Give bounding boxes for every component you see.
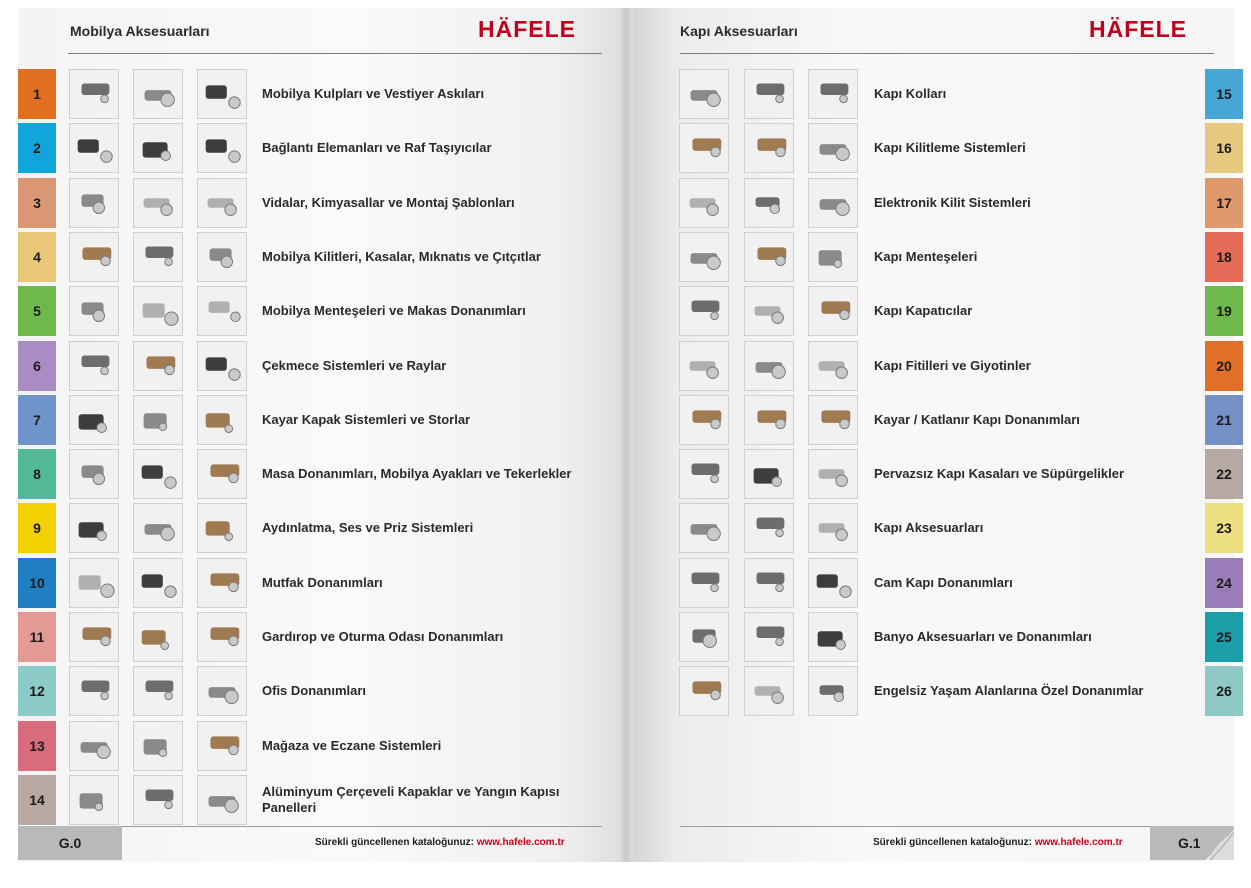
screw-icon[interactable] xyxy=(69,178,119,228)
hinge-icon[interactable] xyxy=(69,286,119,336)
curved-handle-icon[interactable] xyxy=(197,69,247,119)
speaker-icon[interactable] xyxy=(197,503,247,553)
category-label[interactable]: Kapı Kolları xyxy=(874,86,947,101)
category-label[interactable]: Çekmece Sistemleri ve Raylar xyxy=(262,358,447,373)
right-footer-url[interactable]: www.hafele.com.tr xyxy=(1034,837,1123,848)
section-number-badge[interactable]: 26 xyxy=(1205,666,1243,716)
skirting-icon[interactable] xyxy=(744,449,794,499)
corner-basket-icon[interactable] xyxy=(133,558,183,608)
gold-lever-icon[interactable] xyxy=(679,69,729,119)
section-number-badge[interactable]: 15 xyxy=(1205,69,1243,119)
section-number-badge[interactable]: 21 xyxy=(1205,395,1243,445)
category-label[interactable]: Mutfak Donanımları xyxy=(262,575,383,590)
category-label[interactable]: Masa Donanımları, Mobilya Ayakları ve Tekerlekler xyxy=(262,466,572,481)
cabinet-lock-icon[interactable] xyxy=(69,232,119,282)
section-number-badge[interactable]: 4 xyxy=(18,232,56,282)
category-label[interactable]: Kapı Menteşeleri xyxy=(874,249,978,264)
right-footer-text: Sürekli güncellenen kataloğunuz: xyxy=(873,837,1032,848)
section-number-badge[interactable]: 14 xyxy=(18,775,56,825)
digital-cylinder-icon[interactable] xyxy=(744,178,794,228)
left-brand-logo: HÄFELE xyxy=(478,16,576,42)
door-jamb-icon[interactable] xyxy=(808,449,858,499)
category-label[interactable]: Kapı Aksesuarları xyxy=(874,520,984,535)
deer-light-icon[interactable] xyxy=(133,503,183,553)
category-label[interactable]: Kapı Kapatıcılar xyxy=(874,303,973,318)
category-label[interactable]: Bağlantı Elemanları ve Raf Taşıyıcılar xyxy=(262,140,492,155)
card-lock-icon[interactable] xyxy=(679,178,729,228)
flush-frame-icon[interactable] xyxy=(679,449,729,499)
left-page-number: G.0 xyxy=(18,826,122,860)
section-number-badge[interactable]: 13 xyxy=(18,721,56,771)
door-guard-icon[interactable] xyxy=(808,123,858,173)
category-label[interactable]: Elektronik Kilit Sistemleri xyxy=(874,195,1031,210)
flap-icon[interactable] xyxy=(197,286,247,336)
section-number-badge[interactable]: 18 xyxy=(1205,232,1243,282)
right-page-number: G.1 xyxy=(1150,826,1234,860)
bar-handle-icon[interactable] xyxy=(133,69,183,119)
escutcheon-icon[interactable] xyxy=(679,503,729,553)
category-label[interactable]: Ofis Donanımları xyxy=(262,683,367,698)
category-label[interactable]: Kapı Kilitleme Sistemleri xyxy=(874,140,1026,155)
fire-panel-icon[interactable] xyxy=(197,775,247,825)
black-lever-icon[interactable] xyxy=(744,69,794,119)
door-viewer-icon[interactable] xyxy=(744,503,794,553)
grab-bar-icon[interactable] xyxy=(808,612,858,662)
butt-hinge-icon[interactable] xyxy=(679,232,729,282)
category-label[interactable]: Kayar / Katlanır Kapı Donanımları xyxy=(874,412,1080,427)
glass-panel-icon[interactable] xyxy=(133,775,183,825)
wardrobe-icon[interactable] xyxy=(69,395,119,445)
page-curl-icon xyxy=(1204,830,1234,862)
folding-door-icon[interactable] xyxy=(808,395,858,445)
drill-jig-icon[interactable] xyxy=(197,178,247,228)
threshold-icon[interactable] xyxy=(808,341,858,391)
right-section-title: Kapı Aksesuarları xyxy=(680,23,798,39)
drawer-slide-icon[interactable] xyxy=(133,341,183,391)
right-footer-rule xyxy=(680,826,1150,827)
category-label[interactable]: Pervazsız Kapı Kasaları ve Süpürgelikler xyxy=(874,466,1125,481)
cam-connector-icon[interactable] xyxy=(69,123,119,173)
aluminium-frame-icon[interactable] xyxy=(69,775,119,825)
latch-icon[interactable] xyxy=(197,232,247,282)
right-brand-logo: HÄFELE xyxy=(1089,16,1187,42)
tv-lift-icon[interactable] xyxy=(133,612,183,662)
section-number-badge[interactable]: 16 xyxy=(1205,123,1243,173)
section-number-badge[interactable]: 23 xyxy=(1205,503,1243,553)
section-number-badge[interactable]: 11 xyxy=(18,612,56,662)
category-label[interactable]: Aydınlatma, Ses ve Priz Sistemleri xyxy=(262,520,474,535)
category-label[interactable]: Vidalar, Kimyasallar ve Montaj Şablonları xyxy=(262,195,515,210)
office-desk-icon[interactable] xyxy=(133,666,183,716)
flap-fitting-icon[interactable] xyxy=(197,612,247,662)
shop-shelf-icon[interactable] xyxy=(69,721,119,771)
left-footer-url[interactable]: www.hafele.com.tr xyxy=(476,837,565,848)
caster-wheel-icon[interactable] xyxy=(197,449,247,499)
pharmacy-drawer-icon[interactable] xyxy=(133,721,183,771)
section-number-badge[interactable]: 8 xyxy=(18,449,56,499)
support-rail-icon[interactable] xyxy=(679,666,729,716)
glass-hinge-icon[interactable] xyxy=(744,558,794,608)
steel-lever-icon[interactable] xyxy=(808,69,858,119)
cylinder-key-icon[interactable] xyxy=(744,123,794,173)
left-footer-rule xyxy=(122,826,602,827)
section-number-badge[interactable]: 7 xyxy=(18,395,56,445)
table-icon[interactable] xyxy=(69,449,119,499)
door-stop-icon[interactable] xyxy=(808,503,858,553)
section-number-badge[interactable]: 1 xyxy=(18,69,56,119)
sliding-door-icon[interactable] xyxy=(679,395,729,445)
category-label[interactable]: Kayar Kapak Sistemleri ve Storlar xyxy=(262,412,471,427)
cable-tray-icon[interactable] xyxy=(197,666,247,716)
mortise-lock-icon[interactable] xyxy=(679,123,729,173)
category-label[interactable]: Gardırop ve Oturma Odası Donanımları xyxy=(262,629,504,644)
wood-handle-icon[interactable] xyxy=(69,69,119,119)
left-footer xyxy=(315,837,565,848)
cam-disc-icon[interactable] xyxy=(133,123,183,173)
section-number-badge[interactable]: 2 xyxy=(18,123,56,173)
category-label[interactable]: Alüminyum Çerçeveli Kapaklar ve Yangın Kapısı Panelleri xyxy=(262,784,560,815)
spring-hinge-icon[interactable] xyxy=(744,232,794,282)
page-gutter xyxy=(619,8,633,862)
section-number-badge[interactable]: 25 xyxy=(1205,612,1243,662)
category-label[interactable]: Banyo Aksesuarları ve Donanımları xyxy=(874,629,1092,644)
section-number-badge[interactable]: 22 xyxy=(1205,449,1243,499)
concealed-hinge-icon[interactable] xyxy=(808,232,858,282)
brush-seal-icon[interactable] xyxy=(744,341,794,391)
section-number-badge[interactable]: 19 xyxy=(1205,286,1243,336)
faucet-icon[interactable] xyxy=(679,612,729,662)
left-section-title: Mobilya Aksesuarları xyxy=(70,23,210,39)
section-number-badge[interactable]: 17 xyxy=(1205,178,1243,228)
drop-seal-icon[interactable] xyxy=(679,341,729,391)
floor-spring-icon[interactable] xyxy=(808,286,858,336)
drawer-rail-icon[interactable] xyxy=(69,341,119,391)
washbasin-icon[interactable] xyxy=(744,666,794,716)
left-footer-text: Sürekli güncellenen kataloğunuz: xyxy=(315,837,474,848)
slide-arm-icon[interactable] xyxy=(744,286,794,336)
glass-slider-icon[interactable] xyxy=(744,395,794,445)
glass-clamp-icon[interactable] xyxy=(679,558,729,608)
patch-fitting-icon[interactable] xyxy=(808,558,858,608)
category-label[interactable]: Kapı Fitilleri ve Giyotinler xyxy=(874,358,1031,373)
right-footer xyxy=(873,837,1123,848)
category-label[interactable]: Mobilya Kulpları ve Vestiyer Askıları xyxy=(262,86,485,101)
display-unit-icon[interactable] xyxy=(197,721,247,771)
lift-mechanism-icon[interactable] xyxy=(133,286,183,336)
kitchen-cabinet-icon[interactable] xyxy=(133,395,183,445)
section-number-badge[interactable]: 12 xyxy=(18,666,56,716)
section-number-badge[interactable]: 10 xyxy=(18,558,56,608)
drawer-runner-icon[interactable] xyxy=(197,341,247,391)
shutter-icon[interactable] xyxy=(197,395,247,445)
category-label[interactable]: Mobilya Kilitleri, Kasalar, Mıknatıs ve Çıtçıtlar xyxy=(262,249,541,264)
section-number-badge[interactable]: 9 xyxy=(18,503,56,553)
right-header-rule xyxy=(680,53,1214,54)
clothes-rail-icon[interactable] xyxy=(69,612,119,662)
shelf-support-icon[interactable] xyxy=(197,123,247,173)
category-label[interactable]: Mobilya Menteşeleri ve Makas Donanımları xyxy=(262,303,526,318)
pantry-pullout-icon[interactable] xyxy=(69,558,119,608)
cutlery-tray-icon[interactable] xyxy=(197,558,247,608)
door-closer-icon[interactable] xyxy=(679,286,729,336)
keypad-lock-icon[interactable] xyxy=(133,232,183,282)
section-number-badge[interactable]: 20 xyxy=(1205,341,1243,391)
section-number-badge[interactable]: 6 xyxy=(18,341,56,391)
section-number-badge[interactable]: 24 xyxy=(1205,558,1243,608)
shower-head-icon[interactable] xyxy=(744,612,794,662)
spray-can-icon[interactable] xyxy=(133,178,183,228)
lighting-icon[interactable] xyxy=(69,503,119,553)
category-label[interactable]: Engelsiz Yaşam Alanlarına Özel Donanımlar xyxy=(874,683,1144,698)
furniture-leg-icon[interactable] xyxy=(133,449,183,499)
section-number-badge[interactable]: 5 xyxy=(18,286,56,336)
left-header-rule xyxy=(68,53,602,54)
file-drawer-icon[interactable] xyxy=(69,666,119,716)
category-label[interactable]: Cam Kapı Donanımları xyxy=(874,575,1013,590)
section-number-badge[interactable]: 3 xyxy=(18,178,56,228)
category-label[interactable]: Mağaza ve Eczane Sistemleri xyxy=(262,738,442,753)
accessible-lever-icon[interactable] xyxy=(808,666,858,716)
smart-lock-icon[interactable] xyxy=(808,178,858,228)
